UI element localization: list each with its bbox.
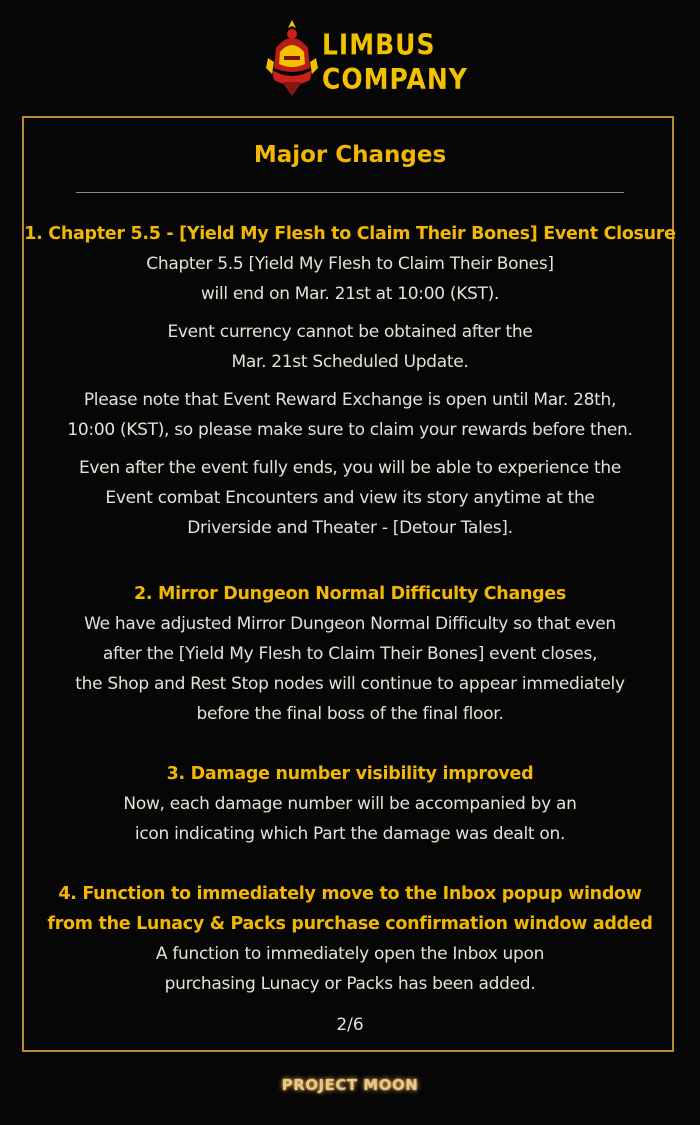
section-1-heading: 1. Chapter 5.5 - [Yield My Flesh to Claim Their Bones] Event Closure xyxy=(24,224,676,244)
body-line: purchasing Lunacy or Packs has been added. xyxy=(164,974,536,994)
logo-line-1: LIMBUS xyxy=(322,28,436,62)
logo-wordmark xyxy=(322,28,468,97)
body-line: We have adjusted Mirror Dungeon Normal Difficulty so that even xyxy=(84,614,616,634)
logo-line-2: COMPANY xyxy=(322,62,468,96)
body-line: before the final boss of the final floor. xyxy=(196,704,504,724)
body-line: Even after the event fully ends, you will be able to experience the xyxy=(78,458,621,478)
section-4-paragraph-1 xyxy=(24,939,676,999)
section-3-heading: 3. Damage number visibility improved xyxy=(166,764,534,784)
body-line: Event currency cannot be obtained after the xyxy=(167,322,533,342)
section-3-paragraph-1 xyxy=(24,789,676,849)
section-3 xyxy=(24,759,676,849)
section-1-paragraph-3 xyxy=(24,385,676,445)
body-line: Mar. 21st Scheduled Update. xyxy=(231,352,469,372)
section-2-heading: 2. Mirror Dungeon Normal Difficulty Changes xyxy=(133,584,567,604)
section-1-paragraph-1 xyxy=(24,249,676,309)
section-4-heading-line-2: from the Lunacy & Packs purchase confirmation window added xyxy=(47,914,653,934)
title-divider xyxy=(76,192,624,193)
body-line: the Shop and Rest Stop nodes will continue to appear immediately xyxy=(75,674,625,694)
section-4-heading-line-1: 4. Function to immediately move to the Inbox popup window xyxy=(58,884,642,904)
body-line: Please note that Event Reward Exchange is open until Mar. 28th, xyxy=(83,390,617,410)
body-line: after the [Yield My Flesh to Claim Their Bones] event closes, xyxy=(102,644,598,664)
body-line: icon indicating which Part the damage was dealt on. xyxy=(134,824,566,844)
bell-helmet-emblem-icon xyxy=(266,18,318,98)
section-1-paragraph-2 xyxy=(24,317,676,377)
body-line: 10:00 (KST), so please make sure to claim your rewards before then. xyxy=(67,420,633,440)
page-title: Major Changes xyxy=(253,142,447,168)
section-4 xyxy=(24,879,676,999)
body-line: Event combat Encounters and view its story anytime at the xyxy=(105,488,595,508)
body-line: will end on Mar. 21st at 10:00 (KST). xyxy=(200,284,500,304)
limbus-company-logo xyxy=(262,14,468,100)
project-moon-footer-logo: PROJECT MOON xyxy=(281,1076,419,1094)
body-line: A function to immediately open the Inbox upon xyxy=(155,944,545,964)
body-line: Driverside and Theater - [Detour Tales]. xyxy=(187,518,513,538)
body-line: Chapter 5.5 [Yield My Flesh to Claim Their Bones] xyxy=(146,254,554,274)
section-1 xyxy=(24,219,676,543)
section-1-paragraph-4 xyxy=(24,453,676,543)
body-line: Now, each damage number will be accompanied by an xyxy=(123,794,577,814)
section-2-paragraph-1 xyxy=(24,609,676,729)
page-indicator: 2/6 xyxy=(336,1015,364,1035)
section-2 xyxy=(24,579,676,729)
